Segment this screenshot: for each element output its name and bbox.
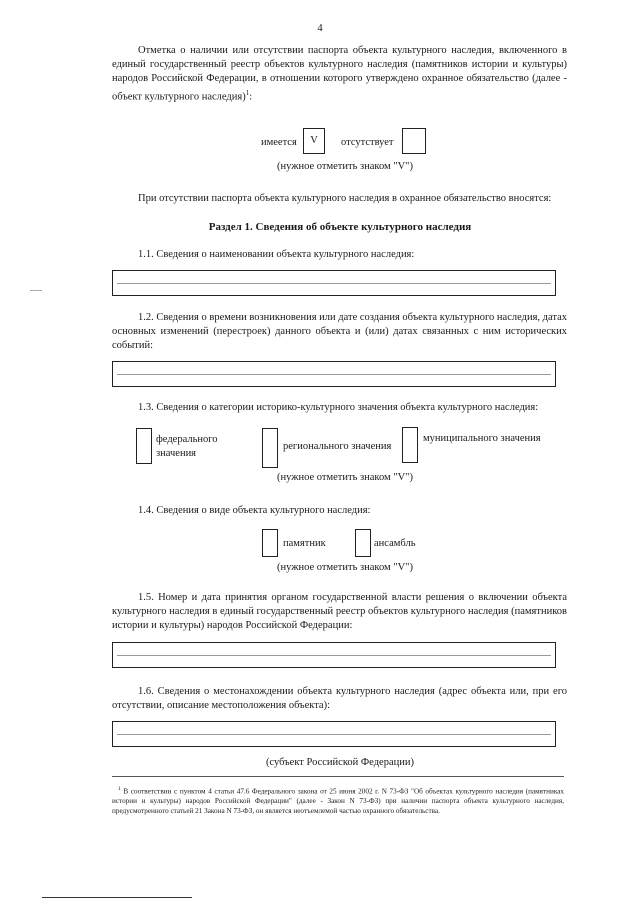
s1-5-label: 1.5. Номер и дата принятия органом государственной власти решения о включении объекта культурного наследия в единый государственный реестр объектов культурного наследия (памятников истории и культуры) народов Российской Федерации: [112, 592, 567, 631]
s1-1-label: 1.1. Сведения о наименовании объекта культурного наследия: [138, 249, 415, 260]
intro-paragraph [112, 44, 567, 105]
passport-present-checkbox[interactable]: V [303, 128, 325, 154]
regional-label: регионального значения [283, 441, 392, 452]
s1-1-input[interactable] [112, 270, 556, 296]
s1-6-label: 1.6. Сведения о местонахождении объекта культурного наследия (адрес объекта или, при его отсутствии, описание местоположения объекта): [112, 686, 567, 711]
monument-label: памятник [283, 538, 326, 549]
monument-checkbox[interactable] [262, 529, 278, 557]
passport-hint: (нужное отметить знаком "V") [277, 161, 413, 172]
ensemble-checkbox[interactable] [355, 529, 371, 557]
regional-checkbox[interactable] [262, 428, 278, 468]
category-hint: (нужное отметить знаком "V") [277, 472, 413, 483]
page-number: 4 [317, 23, 323, 34]
federal-checkbox[interactable] [136, 428, 152, 464]
s1-3-label: 1.3. Сведения о категории историко-культурного значения объекта культурного наследия: [138, 402, 539, 413]
passport-absent-label: отсутствует [341, 137, 394, 148]
bottom-rule [42, 897, 192, 898]
s1-6-caption: (субъект Российской Федерации) [266, 757, 414, 768]
intro-colon: : [249, 91, 253, 103]
ensemble-label: ансамбль [374, 538, 416, 549]
s1-2-label: 1.2. Сведения о времени возникновения или дате создания объекта культурного наследия, датах основных изменений (перестроек) данного объекта и (или) датах связанных с ним исторических событий: [112, 312, 568, 351]
footnote-text: В соответствии с пунктом 4 статьи 47.6 Федерального закона от 25 июня 2002 г. N 73-ФЗ "Об объектах культурного наследия (памятниках истории и культуры) народов Российской Федерации" (далее - Закон N 73-ФЗ) при наличии паспорта объекта культурного наследия, предусмотренного статьей 21 Закона N 73-ФЗ, он является неотъемлемой частью охранного обязательства. [112, 787, 564, 816]
s1-4-label: 1.4. Сведения о виде объекта культурного наследия: [138, 505, 371, 516]
s1-2-input[interactable] [112, 361, 556, 387]
margin-mark [30, 290, 42, 291]
s1-5-input[interactable] [112, 642, 556, 668]
type-hint: (нужное отметить знаком "V") [277, 562, 413, 573]
passport-absent-checkbox[interactable] [402, 128, 426, 154]
footnote-mark: 1 [118, 786, 121, 792]
passport-present-label: имеется [261, 137, 297, 148]
federal-label: федерального значения [156, 434, 218, 459]
footnote-reference: 1 [245, 89, 250, 97]
municipal-checkbox[interactable] [402, 427, 418, 463]
municipal-label: муниципального значения [423, 433, 541, 444]
footnote [112, 784, 564, 816]
s1-6-input[interactable] [112, 721, 556, 747]
absent-note: При отсутствии паспорта объекта культурного наследия в охранное обязательство вносятся: [138, 193, 552, 204]
section-title: Раздел 1. Сведения об объекте культурного наследия [208, 221, 472, 233]
intro-text: Отметка о наличии или отсутствии паспорта объекта культурного наследия, включенного в единый государственный реестр объектов культурного наследия (памятников истории и культуры) народов Российской Федерации, в отношении которого утверждено охранное обязательство (далее - объект культурного наследия) [112, 45, 567, 103]
footnote-separator [112, 776, 564, 777]
